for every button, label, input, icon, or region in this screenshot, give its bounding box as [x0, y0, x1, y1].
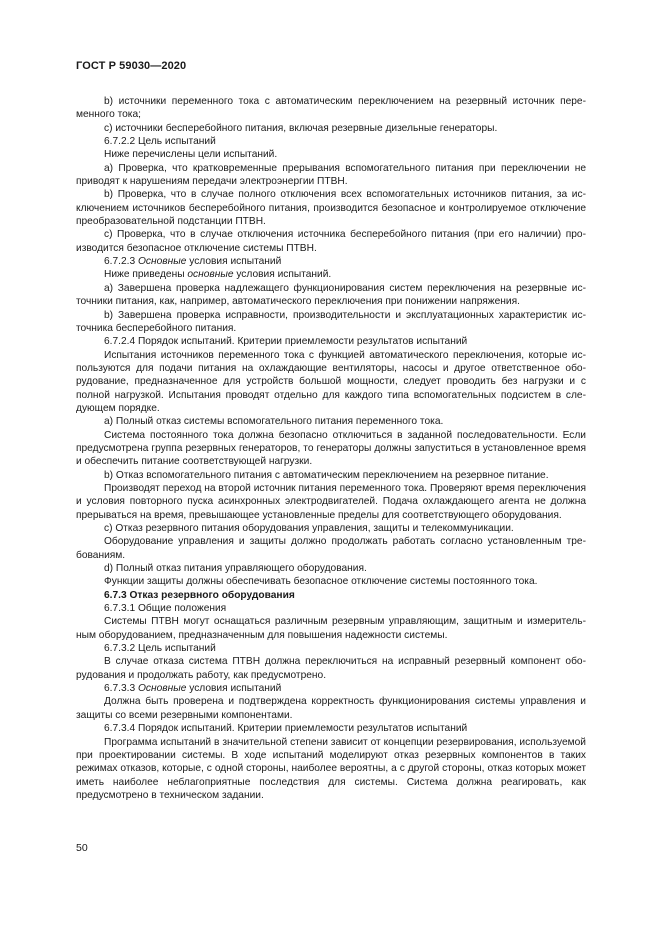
body-paragraph: Производят переход на второй источник питания переменного тока. Проверяют время переключения и условия повторного пуска асинхронных электродвигателей. Подача охлаждающего агента не должна прерываться на время, превышающее установленные пределы для соответствующего оборудования.: [76, 482, 586, 521]
document-header: ГОСТ Р 59030—2020: [76, 60, 187, 72]
emphasis-text: Основные: [138, 683, 187, 695]
body-paragraph: с) Отказ резервного питания оборудования управления, защиты и телекоммуникации.: [104, 523, 514, 534]
body-paragraph: а) Завершена проверка надлежащего функционирования систем переключения на резервные источники питания, как, например, автоматического переключения при понижении напряжения.: [76, 282, 586, 308]
body-paragraph: а) Проверка, что кратковременные прерывания вспомогательного питания при переключении не приводят к нарушениям передачи электроэнергии ПТВН.: [76, 162, 586, 188]
paragraph-text: условия испытаний: [186, 683, 282, 695]
body-paragraph: 6.7.2.2 Цель испытаний: [104, 136, 216, 148]
body-paragraph: [76, 268, 586, 281]
body-paragraph: В случае отказа система ПТВН должна переключиться на исправный резервный компонент оборудования и продолжать работу, как предусмотрено.: [76, 656, 586, 681]
body-paragraph: с) Проверка, что в случае отключения источника бесперебойного питания (при его наличии) производится безопасное отключение системы ПТВН.: [76, 229, 586, 254]
body-paragraph: Ниже перечислены цели испытаний.: [104, 149, 278, 161]
body-paragraph: 6.7.3.1 Общие положения: [104, 603, 227, 615]
body-paragraph: d) Полный отказ питания управляющего оборудования.: [104, 563, 367, 575]
body-paragraph: b) источники переменного тока с автоматическим переключением на резервный источник переменного тока;: [76, 96, 586, 121]
body-paragraph: Системы ПТВН могут оснащаться различным резервным управляющим, защитным и измерительным оборудованием, предназначенным для повышения надежности системы.: [76, 616, 586, 641]
emphasis-text: Основные: [138, 256, 187, 268]
body-paragraph: [76, 255, 586, 268]
body-paragraph: а) Полный отказ системы вспомогательного питания переменного тока.: [104, 416, 444, 428]
body-paragraph: 6.7.3.4 Порядок испытаний. Критерии приемлемости результатов испытаний: [104, 723, 468, 735]
body-paragraph: Программа испытаний в значительной степени зависит от концепции резервирования, используемой при проектировании системы. В ходе испытаний моделируют отказ резервных компонентов в таких режимах отказов, которые, с одной стороны, наиболее вероятны, а с другой стороны, отказ которых может иметь наиболее неблагоприятные последствия для системы. Система должна реагировать, как предусмотрено в техническом задании.: [76, 736, 586, 801]
body-paragraph: Оборудование управления и защиты должно продолжать работать согласно установленным требованиям.: [76, 536, 586, 561]
body-paragraph: Система постоянного тока должна безопасно отключиться в заданной последовательности. Если предусмотрена группа резервных генераторов, то генераторы должны запуститься в установленное время и обеспечить питание соответствующей нагрузки.: [76, 429, 586, 468]
paragraph-text: 6.7.3.3: [104, 683, 138, 695]
body-paragraph: b) Проверка, что в случае полного отключения всех вспомогательных источников питания, за исключением источников бесперебойного питания, производится безопасное и контролируемое отключение преобразовательной подстанции ПТВН.: [76, 189, 586, 228]
body-paragraph: Должна быть проверена и подтверждена корректность функционирования системы управления и защиты со всеми резервными компонентами.: [76, 696, 586, 721]
paragraph-text: 6.7.2.3: [104, 256, 138, 268]
emphasis-text: основные: [187, 269, 234, 281]
body-paragraph: Функции защиты должны обеспечивать безопасное отключение системы постоянного тока.: [104, 576, 538, 588]
page-number: 50: [76, 842, 88, 854]
body-paragraph: b) Завершена проверка исправности, производительности и эксплуатационных характеристик источника бесперебойного питания.: [76, 309, 586, 334]
paragraph-text: условия испытаний: [186, 256, 282, 268]
body-paragraph: 6.7.2.4 Порядок испытаний. Критерии приемлемости результатов испытаний: [104, 336, 468, 348]
paragraph-text: условия испытаний.: [233, 269, 332, 281]
body-paragraph: Испытания источников переменного тока с функцией автоматического переключения, которые используются для подачи питания на охлаждающие вентиляторы, насосы и другое ответственное оборудование, предназначенное для устройств большой мощности, следует проводить без нагрузки и с полной нагрузкой. Испытания проводят отдельно для каждого типа вспомогательных подсистем в следующем порядке.: [76, 349, 586, 414]
paragraph-text: Ниже приведены: [104, 269, 188, 281]
body-paragraph: 6.7.3 Отказ резервного оборудования: [104, 589, 295, 601]
body-paragraph: с) источники бесперебойного питания, включая резервные дизельные генераторы.: [104, 122, 498, 134]
body-paragraph: [76, 682, 586, 695]
body-paragraph: b) Отказ вспомогательного питания с автоматическим переключением на резервное питание.: [104, 469, 549, 481]
body-paragraph: 6.7.3.2 Цель испытаний: [104, 643, 216, 655]
document-body: [76, 95, 586, 802]
